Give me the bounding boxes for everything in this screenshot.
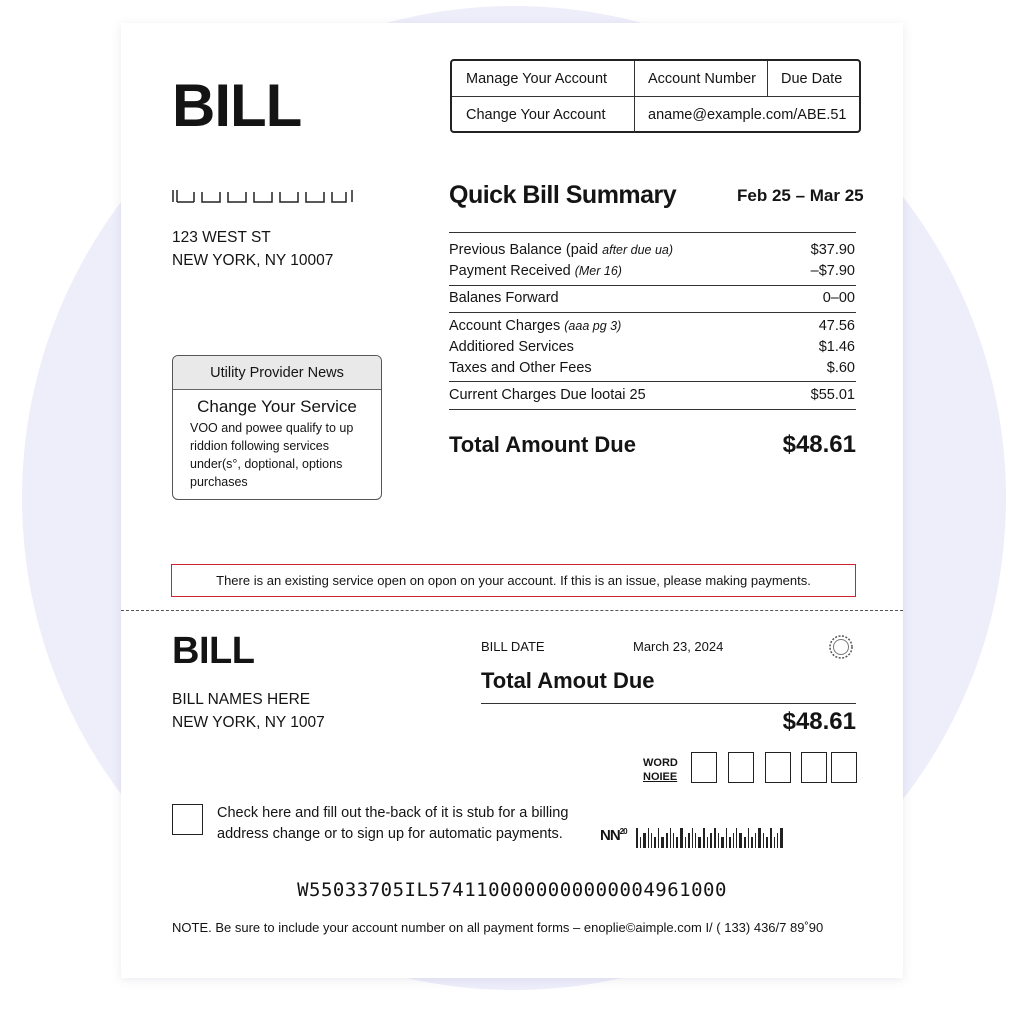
news-title: Change Your Service [197,397,357,416]
amount-box[interactable] [765,752,791,783]
stub-total-label: Total Amout Due [481,668,655,693]
stub-city: NEW YORK, NY 1007 [172,714,325,731]
amount-box[interactable] [691,752,717,783]
barcode-bar [748,828,749,848]
summary-divider [449,285,856,286]
summary-row: Current Charges Due lootai 25 $55.01 [449,387,855,403]
barcode-bar [733,833,734,848]
barcode-bar [763,833,764,848]
checkbox-instructions: Check here and fill out the-back of it is stub for a billing address change or to sign up for automatic payments. [217,805,569,842]
billing-period: Feb 25 – Mar 25 [737,186,864,205]
barcode-bar [695,833,696,848]
perforation-line [121,610,903,611]
barcode-bar [676,837,678,848]
due-date-label: Due Date [781,70,843,87]
barcode-bar [736,828,737,848]
stub-divider [481,703,856,704]
barcode-bar [766,837,768,848]
payment-barcode [636,826,791,848]
total-due-label: Total Amount Due [449,432,636,457]
summary-row: Taxes and Other Fees $.60 [449,360,855,376]
bill-date-label: BILL DATE [481,639,545,654]
summary-divider [449,232,856,233]
row-amount: 0–00 [822,290,855,306]
address-barcode [172,189,354,203]
barcode-bar [651,833,652,848]
barcode-bar [774,837,775,848]
summary-row: Payment Received (Mer 16) –$7.90 [449,263,855,279]
micr-line: W55033705IL5741100000000000004961000 [297,879,727,901]
amount-box[interactable] [831,752,857,783]
account-email: aname@example.com/ABE.51 [648,106,847,123]
amount-box[interactable] [801,752,827,783]
address-line-2: NEW YORK, NY 10007 [172,252,334,269]
barcode-bar [670,828,671,848]
row-amount: $1.46 [818,339,855,355]
bill-title: BILL [172,72,302,139]
row-amount: 47.56 [818,318,855,334]
barcode-bar [758,828,761,848]
payment-note: NOTE. Be sure to include your account number on all payment forms – enoplie©aimple.com I/ ( 133) 436/7 89˚90 [172,920,824,935]
summary-divider [449,409,856,410]
barcode-bar [658,828,659,848]
summary-divider [449,312,856,313]
barcode-bar [729,837,731,848]
address-line-1: 123 WEST ST [172,229,271,246]
table-divider [452,96,859,97]
summary-row: Additiored Services $1.46 [449,339,855,355]
barcode-bar [780,828,783,848]
barcode-bar [654,837,656,848]
account-number-label: Account Number [648,70,756,87]
barcode-bar [755,833,756,848]
barcode-bar [777,833,778,848]
barcode-bar [751,837,753,848]
news-header: Utility Provider News [173,356,381,390]
row-amount: $37.90 [810,242,855,258]
table-divider [767,61,768,96]
barcode-bar [636,828,638,848]
total-due-amount: $48.61 [782,431,856,458]
barcode-bar [770,828,772,848]
barcode-bar [739,833,742,848]
barcode-bar [640,837,641,848]
barcode-bar [666,833,668,848]
barcode-bar [692,828,693,848]
barcode-bar [688,833,690,848]
barcode-bar [707,837,708,848]
stub-address [172,688,325,734]
table-divider [634,61,635,133]
barcode-bar [698,837,701,848]
amount-box[interactable] [728,752,754,783]
barcode-bar [661,837,664,848]
summary-divider [449,381,856,382]
news-body: VOO and powee qualify to up riddion following services under(s°, doptional, options purchases [190,421,354,490]
customer-address [172,226,333,272]
stub-title: BILL [172,630,255,672]
bill-date: March 23, 2024 [633,639,724,654]
barcode-bar [680,828,683,848]
manage-account-link[interactable]: Manage Your Account [466,70,608,87]
change-account-link[interactable]: Change Your Account [466,106,606,123]
barcode-bar [726,828,727,848]
barcode-bar [685,837,686,848]
barcode-bar [710,833,712,848]
barcode-bar [648,828,649,848]
summary-row: Balanes Forward 0–00 [449,290,855,306]
row-amount: $.60 [826,360,855,376]
barcode-bar [703,828,705,848]
summary-row: Account Charges (aaa pg 3) 47.56 [449,318,855,334]
bill-document [121,23,903,978]
barcode-bar [721,837,724,848]
summary-title: Quick Bill Summary [449,181,677,209]
barcode-bar [673,833,674,848]
barcode-bar [744,837,746,848]
barcode-bar [643,833,646,848]
summary-row: Previous Balance (paid after due ua) $37.90 [449,242,855,258]
stub-name: BILL NAMES HERE [172,691,311,708]
address-change-checkbox[interactable] [172,804,203,835]
account-table [450,59,861,133]
row-amount: $55.01 [810,387,855,403]
seal-icon [827,633,855,661]
barcode-bar [718,833,719,848]
stub-total-amount: $48.61 [782,708,856,735]
row-amount: –$7.90 [810,263,855,279]
barcode-prefix: NN$^{20}$ [600,827,627,844]
service-alert: There is an existing service open on opon on your account. If this is an issue, please making payments. [171,564,856,597]
provider-news-box [172,355,382,500]
barcode-bar [714,828,716,848]
word-notice-label: WORD NOIEE [643,757,678,783]
